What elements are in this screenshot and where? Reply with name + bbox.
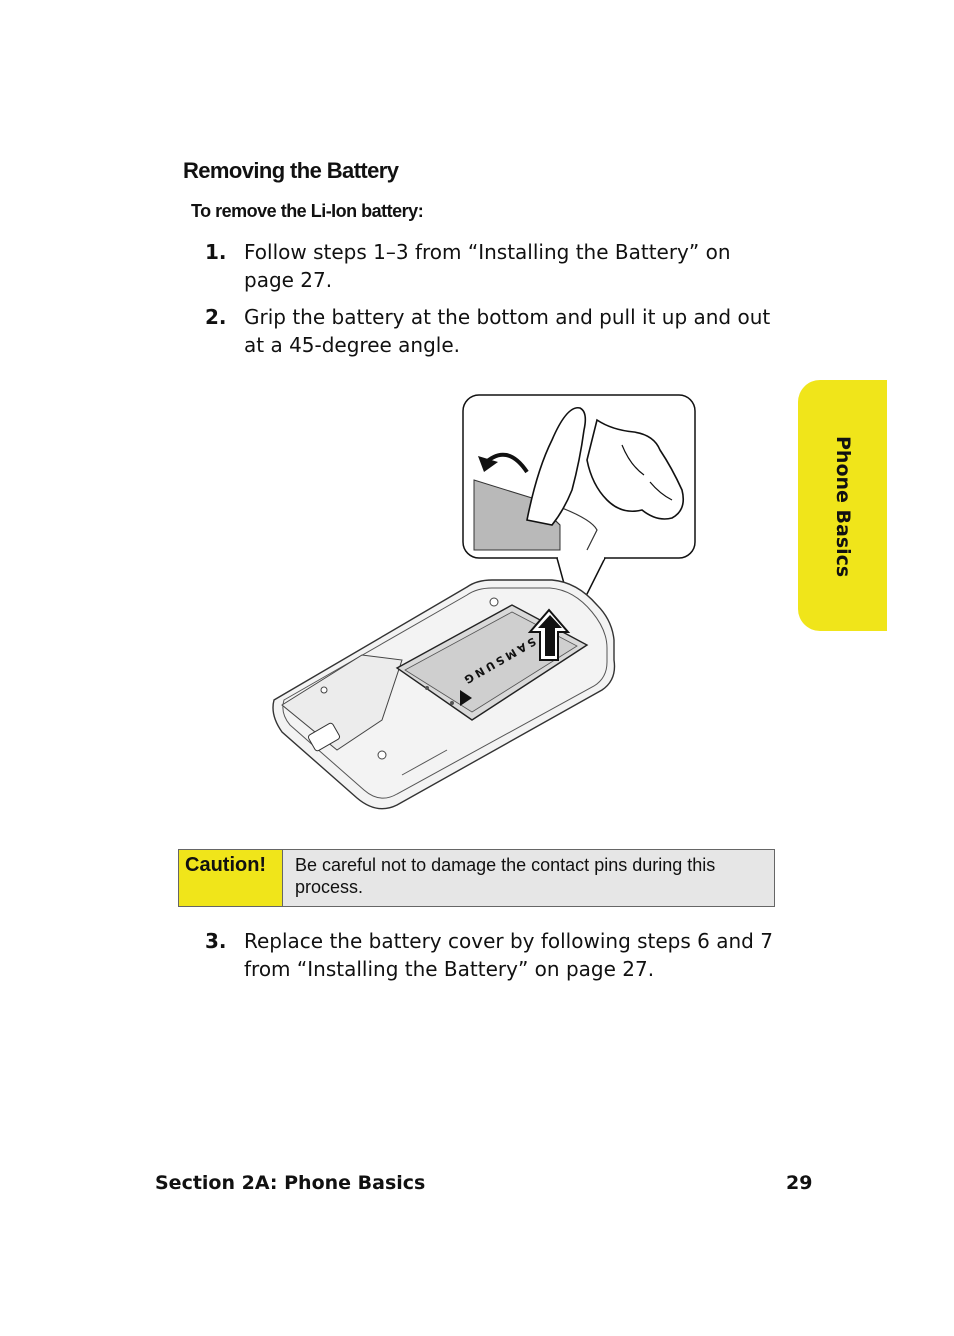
step-text: Grip the battery at the bottom and pull it up and out at a 45-degree angle. [244, 305, 771, 357]
procedure-subheading: To remove the Li-Ion battery: [191, 201, 424, 221]
step-number: 3. [205, 929, 227, 953]
step-2 [205, 303, 785, 359]
step-3 [205, 927, 785, 983]
section-side-tab [798, 380, 887, 631]
footer-page-number: 29 [786, 1172, 813, 1194]
step-1 [205, 238, 785, 294]
step-text: Follow steps 1–3 from “Installing the Battery” on page 27. [244, 240, 731, 292]
step-number: 1. [205, 240, 227, 264]
caution-label: Caution! [179, 850, 283, 906]
battery-removal-illustration [262, 390, 712, 830]
caution-text: Be careful not to damage the contact pins during this process. [283, 850, 774, 906]
step-number: 2. [205, 305, 227, 329]
section-heading: Removing the Battery [183, 158, 399, 183]
battery-brand-label: SAMSUNG [459, 634, 539, 688]
footer-section-title: Section 2A: Phone Basics [155, 1172, 426, 1194]
side-tab-label: Phone Basics [832, 436, 854, 578]
step-text: Replace the battery cover by following steps 6 and 7 from “Installing the Battery” on page 27. [244, 929, 773, 981]
caution-box [178, 849, 775, 907]
